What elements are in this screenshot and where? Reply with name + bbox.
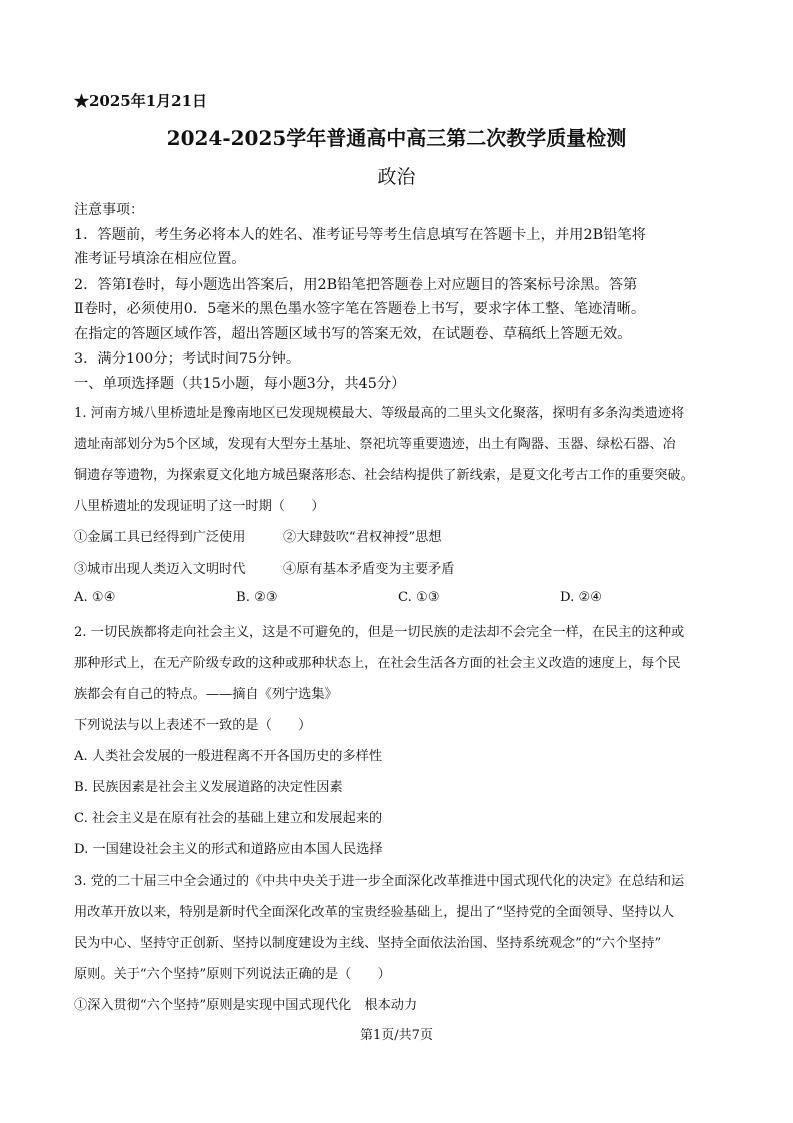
page-number: 第1页/共7页 [360, 1028, 433, 1043]
question-1-item: ③城市出现人类迈入文明时代 [74, 562, 246, 577]
question-3-item: ①深入贯彻“六个坚持”原则是实现中国式现代化 根本动力 [74, 998, 418, 1013]
notice-line: 1．答题前，考生务必将本人的姓名、准考证号等考生信息填写在答题卡上，并用2B铅笔将 [74, 227, 646, 243]
exam-date: ★2025年1月21日 [74, 92, 208, 110]
notice-line: 3．满分100分；考试时间75分钟。 [74, 351, 301, 367]
notice-line: Ⅱ卷时，必须使用0．5毫米的黑色墨水签字笔在答题卷上书写，要求字体工整、笔迹清晰。 [74, 301, 646, 317]
question-2-line: 族都会有自己的特点。——摘自《列宁选集》 [74, 687, 338, 702]
question-1-stem: 八里桥遗址的发现证明了这一时期（ ） [74, 499, 325, 514]
question-1-choice-b: B. ②③ [236, 590, 278, 605]
question-3-line: 用改革开放以来，特别是新时代全面深化改革的宝贵经验基础上，提出了“坚持党的全面领导、坚持以人 [74, 905, 675, 920]
section-heading: 一、单项选择题（共15小题，每小题3分，共45分） [74, 376, 406, 392]
question-1-item: ①金属工具已经得到广泛使用 [74, 530, 246, 545]
question-3-stem: 原则。关于“六个坚持”原则下列说法正确的是（ ） [74, 967, 391, 982]
question-1-line: 遗址南部划分为5个区域，发现有大型夯土基址、祭祀坑等重要遗迹，出土有陶器、玉器、绿松石器、冶 [74, 437, 676, 452]
question-2-choice-b: B. 民族因素是社会主义发展道路的决定性因素 [74, 780, 343, 795]
question-2-choice-a: A. 人类社会发展的一般进程离不开各国历史的多样性 [74, 749, 383, 764]
question-2-line: 2. 一切民族都将走向社会主义，这是不可避免的，但是一切民族的走法却不会完全一样，在民主的这种或 [74, 625, 685, 640]
question-1-item: ④原有基本矛盾变为主要矛盾 [283, 562, 455, 577]
question-2-stem: 下列说法与以上表述不一致的是（ ） [74, 718, 312, 733]
question-1-item: ②大肆鼓吹“君权神授”思想 [283, 530, 442, 545]
notice-line: 2．答第Ⅰ卷时，每小题选出答案后，用2B铅笔把答题卷上对应题目的答案标号涂黑。答第 [74, 277, 638, 293]
notice-line: 在指定的答题区域作答，超出答题区域书写的答案无效，在试题卷、草稿纸上答题无效。 [74, 326, 632, 342]
question-3-line: 民为中心、坚持守正创新、坚持以制度建设为主线、坚持全面依法治国、坚持系统观念”的“六个坚持” [74, 936, 662, 951]
question-2-choice-d: D. 一国建设社会主义的形式和道路应由本国人民选择 [74, 842, 383, 857]
exam-title: 2024-2025学年普通高中高三第二次教学质量检测 [166, 126, 627, 150]
question-2-line: 那种形式上，在无产阶级专政的这种或那种状态上，在社会生活各方面的社会主义改造的速度上，每个民 [74, 656, 681, 671]
question-1-line: 1. 河南方城八里桥遗址是豫南地区已发现规模最大、等级最高的二里头文化聚落，探明有多条沟类遗迹将 [74, 406, 685, 421]
question-3-line: 3. 党的二十届三中全会通过的《中共中央关于进一步全面深化改革推进中国式现代化的决定》在总结和运 [74, 874, 685, 889]
notice-heading: 注意事项： [74, 202, 144, 218]
question-1-choice-c: C. ①③ [398, 590, 440, 605]
question-1-line: 铜遗存等遗物，为探索夏文化地方城邑聚落形态、社会结构提供了新线索，是夏文化考古工作的重要突破。 [74, 468, 694, 483]
question-1-choice-a: A. ①④ [74, 590, 116, 605]
question-1-choice-d: D. ②④ [560, 590, 603, 605]
notice-line: 准考证号填涂在相应位置。 [74, 251, 246, 267]
question-2-choice-c: C. 社会主义是在原有社会的基础上建立和发展起来的 [74, 811, 383, 826]
subject-title: 政治 [377, 166, 416, 188]
